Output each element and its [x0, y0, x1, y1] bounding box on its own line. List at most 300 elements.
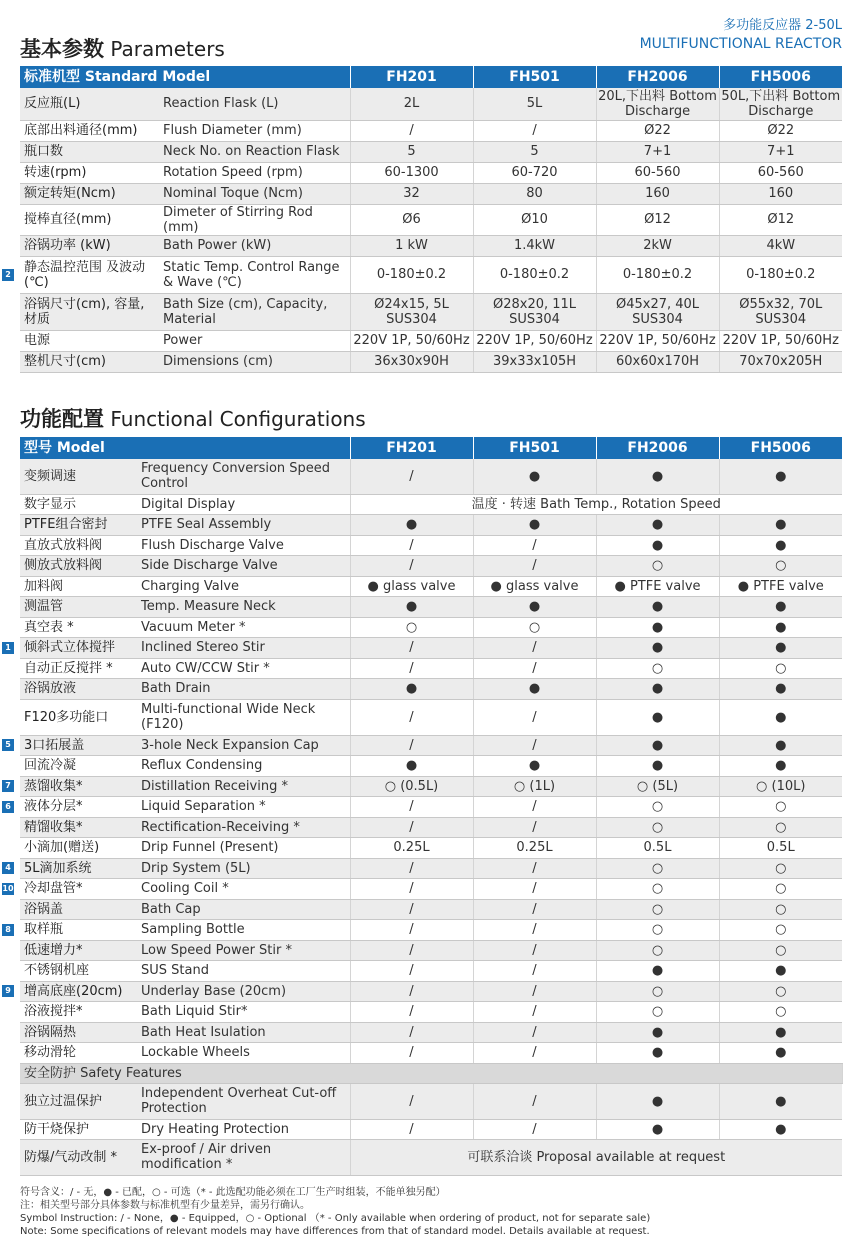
figure-ref-badge: 5	[2, 739, 14, 751]
cell-value: /	[473, 1119, 596, 1139]
cell-value: /	[473, 919, 596, 940]
table-row	[20, 514, 842, 535]
cell-value: 20L,下出料 Bottom Discharge	[596, 88, 719, 120]
cell-value: 2L	[350, 88, 473, 120]
cell-value: 160	[596, 183, 719, 204]
cell-value: 60-720	[473, 162, 596, 183]
footnote-line: Symbol Instruction: / - None，● - Equipped，○ - Optional （* - Only available when ordering of product, not for separate sale)	[20, 1213, 651, 1224]
row-label-en: Vacuum Meter *	[138, 617, 350, 637]
table-row	[20, 1083, 842, 1119]
table-row	[20, 617, 842, 637]
row-label-cn: 防干烧保护	[20, 1119, 138, 1139]
cell-value: Ø22	[596, 120, 719, 141]
row-label-cn: F120多功能口	[20, 699, 138, 735]
cell-value: /	[473, 899, 596, 919]
optional-ring-icon: ○	[596, 919, 719, 940]
row-label-en: Dimeter of Stirring Rod (mm)	[160, 204, 350, 235]
row-label-cn: 侧放式放料阀	[20, 555, 138, 576]
table-row	[20, 699, 842, 735]
row-label-cn: 数字显示	[20, 494, 138, 514]
row-label-en: SUS Stand	[138, 960, 350, 981]
table-row	[20, 817, 842, 837]
header-row	[20, 437, 842, 459]
table-row	[20, 837, 842, 858]
cell-value: /	[473, 555, 596, 576]
row-label-cn: 变频调速	[20, 459, 138, 494]
row-label-en: Reflux Condensing	[138, 755, 350, 776]
equipped-dot-icon: ●	[719, 617, 842, 637]
cell-value: /	[473, 1001, 596, 1022]
cell-value: /	[473, 658, 596, 678]
equipped-dot-icon: ●	[596, 1083, 719, 1119]
table-row	[20, 1001, 842, 1022]
figure-ref-badge: 8	[2, 924, 14, 936]
row-label-en: Multi-functional Wide Neck (F120)	[138, 699, 350, 735]
cell-value: /	[350, 919, 473, 940]
optional-ring-icon: ○	[719, 555, 842, 576]
cell-value: /	[350, 878, 473, 899]
equipped-dot-icon: ●	[596, 1022, 719, 1042]
equipped-dot-icon: ●	[473, 755, 596, 776]
equipped-dot-icon: ●	[596, 699, 719, 735]
cell-value: /	[350, 555, 473, 576]
optional-ring-icon: ○	[719, 899, 842, 919]
cell-value: Ø22	[719, 120, 842, 141]
cell-value: /	[350, 1001, 473, 1022]
table-row	[20, 981, 842, 1001]
row-label-cn: 转速(rpm)	[20, 162, 160, 183]
optional-ring-icon: ○	[473, 617, 596, 637]
footnote-line: Note: Some specifications of relevant models may have differences from that of standard model. Details available at request.	[20, 1226, 650, 1237]
cell-value: /	[350, 1119, 473, 1139]
cell-value: /	[473, 981, 596, 1001]
row-label-cn: 精馏收集*	[20, 817, 138, 837]
row-label-cn: 底部出料通径(mm)	[20, 120, 160, 141]
cell-value: Ø12	[596, 204, 719, 235]
optional-ring-icon: ○	[596, 858, 719, 878]
equipped-dot-icon: ●	[719, 1119, 842, 1139]
equipped-dot-icon: ●	[719, 1083, 842, 1119]
row-label-en: Temp. Measure Neck	[138, 596, 350, 617]
row-label-cn: 液体分层*	[20, 796, 138, 817]
table-row	[20, 1042, 842, 1063]
cell-value: /	[350, 899, 473, 919]
cell-value: /	[473, 858, 596, 878]
table-row	[20, 351, 842, 372]
optional-ring-icon: ○	[719, 940, 842, 960]
row-label-en: Distillation Receiving *	[138, 776, 350, 796]
cell-value: ○ (0.5L)	[350, 776, 473, 796]
row-label-en: Bath Heat Isulation	[138, 1022, 350, 1042]
table-row	[20, 235, 842, 256]
row-label-en: Dimensions (cm)	[160, 351, 350, 372]
row-label-en: Power	[160, 330, 350, 351]
optional-ring-icon: ○	[719, 858, 842, 878]
row-label-cn: 测温管	[20, 596, 138, 617]
cell-value: /	[473, 1022, 596, 1042]
cell-value: /	[350, 735, 473, 755]
row-label-en: Drip Funnel (Present)	[138, 837, 350, 858]
optional-ring-icon: ○	[719, 796, 842, 817]
row-label-cn: 5L滴加系统	[20, 858, 138, 878]
row-label-cn: 蒸馏收集*	[20, 776, 138, 796]
table-row	[20, 330, 842, 351]
row-label-cn: 冷却盘管*	[20, 878, 138, 899]
header-model-label: 标准机型 Standard Model	[20, 66, 350, 88]
footnote-line: 注：相关型号部分具体参数与标准机型有少量差异，需另行确认。	[20, 1200, 310, 1211]
cell-value: /	[473, 1042, 596, 1063]
table-row	[20, 120, 842, 141]
cell-value: Ø12	[719, 204, 842, 235]
cell-value: 1.4kW	[473, 235, 596, 256]
equipped-dot-icon: ●	[473, 459, 596, 494]
row-label-cn: 瓶口数	[20, 141, 160, 162]
cell-value: /	[350, 960, 473, 981]
optional-ring-icon: ○	[596, 899, 719, 919]
equipped-dot-icon: ●	[473, 678, 596, 699]
cell-value: /	[350, 459, 473, 494]
equipped-dot-icon: ●	[719, 637, 842, 658]
table-row	[20, 596, 842, 617]
row-label-en: Liquid Separation *	[138, 796, 350, 817]
table-row	[20, 256, 842, 293]
cell-value: /	[350, 1042, 473, 1063]
optional-ring-icon: ○	[719, 658, 842, 678]
cell-value: /	[350, 981, 473, 1001]
cell-value: /	[350, 817, 473, 837]
cell-value: ○ (1L)	[473, 776, 596, 796]
header-model-fh501: FH501	[473, 437, 596, 459]
row-label-cn: 3口拓展盖	[20, 735, 138, 755]
row-label-en: Frequency Conversion Speed Control	[138, 459, 350, 494]
cell-value: 220V 1P, 50/60Hz	[473, 330, 596, 351]
optional-ring-icon: ○	[719, 817, 842, 837]
row-label-en: Charging Valve	[138, 576, 350, 596]
optional-ring-icon: ○	[719, 1001, 842, 1022]
table-row	[20, 940, 842, 960]
figure-ref-badge: 10	[2, 883, 14, 893]
row-label-cn: 整机尺寸(cm)	[20, 351, 160, 372]
cell-value: /	[350, 1022, 473, 1042]
equipped-dot-icon: ●	[719, 459, 842, 494]
equipped-dot-icon: ●	[596, 960, 719, 981]
optional-ring-icon: ○	[596, 796, 719, 817]
cell-value: 220V 1P, 50/60Hz	[719, 330, 842, 351]
equipped-dot-icon: ●	[350, 514, 473, 535]
table-row	[20, 678, 842, 699]
equipped-dot-icon: ●	[350, 596, 473, 617]
optional-ring-icon: ○	[596, 658, 719, 678]
cell-value: 80	[473, 183, 596, 204]
optional-ring-icon: ○	[719, 878, 842, 899]
table-row	[20, 183, 842, 204]
cell-value: /	[473, 120, 596, 141]
cell-value: 0.5L	[596, 837, 719, 858]
optional-ring-icon: ○	[350, 617, 473, 637]
row-label-cn: 低速增力*	[20, 940, 138, 960]
header-row	[20, 66, 842, 88]
cell-value: /	[350, 796, 473, 817]
cell-value: /	[350, 658, 473, 678]
cell-value: /	[350, 940, 473, 960]
row-label-cn: 额定转矩(Ncm)	[20, 183, 160, 204]
cell-value: 220V 1P, 50/60Hz	[596, 330, 719, 351]
cell-value: 60-560	[719, 162, 842, 183]
row-label-cn: 不锈钢机座	[20, 960, 138, 981]
equipped-dot-icon: ●	[596, 678, 719, 699]
header-model-label: 型号 Model	[20, 437, 350, 459]
header-title-en: MULTIFUNCTIONAL REACTOR	[639, 36, 842, 52]
figure-ref-badge: 4	[2, 862, 14, 874]
row-label-en: Bath Drain	[138, 678, 350, 699]
params-title-en: Parameters	[110, 37, 225, 61]
row-label-cn: PTFE组合密封	[20, 514, 138, 535]
params-title	[20, 33, 225, 63]
cell-value: /	[350, 1083, 473, 1119]
row-label-cn: 浴锅放液	[20, 678, 138, 699]
table-row	[20, 899, 842, 919]
cell-value: /	[473, 535, 596, 555]
row-label-en: Drip System (5L)	[138, 858, 350, 878]
cell-value: 70x70x205H	[719, 351, 842, 372]
cell-value: 0-180±0.2	[473, 256, 596, 293]
row-label-cn: 电源	[20, 330, 160, 351]
cell-value: /	[473, 637, 596, 658]
equipped-dot-icon: ●	[719, 699, 842, 735]
table-row	[20, 776, 842, 796]
row-label-cn: 浴锅尺寸(cm), 容量, 材质	[20, 293, 160, 330]
row-label-en: Inclined Stereo Stir	[138, 637, 350, 658]
cell-value: 0.5L	[719, 837, 842, 858]
row-label-en: Underlay Base (20cm)	[138, 981, 350, 1001]
table-row	[20, 293, 842, 330]
cell-value: 39x33x105H	[473, 351, 596, 372]
table-row	[20, 535, 842, 555]
cell-value: 4kW	[719, 235, 842, 256]
table-row	[20, 141, 842, 162]
params-title-cn: 基本参数	[20, 37, 104, 61]
cell-value: ● PTFE valve	[596, 576, 719, 596]
optional-ring-icon: ○	[596, 878, 719, 899]
row-label-cn: 浴锅隔热	[20, 1022, 138, 1042]
row-label-cn: 浴锅功率 (kW)	[20, 235, 160, 256]
row-label-cn: 增高底座(20cm)	[20, 981, 138, 1001]
table-row	[20, 1139, 842, 1175]
cell-value: 0-180±0.2	[719, 256, 842, 293]
cell-value: 0.25L	[350, 837, 473, 858]
row-label-en: Rectification-Receiving *	[138, 817, 350, 837]
figure-ref-badge: 1	[2, 642, 14, 654]
cell-value: Ø24x15, 5L SUS304	[350, 293, 473, 330]
row-label-cn: 倾斜式立体搅拌	[20, 637, 138, 658]
table-row	[20, 960, 842, 981]
row-label-cn: 加料阀	[20, 576, 138, 596]
header-model-fh5006: FH5006	[719, 66, 842, 88]
figure-ref-badge: 2	[2, 269, 14, 281]
config-title-cn: 功能配置	[20, 407, 104, 431]
cell-value: /	[350, 858, 473, 878]
table-row	[20, 637, 842, 658]
row-label-en: Rotation Speed (rpm)	[160, 162, 350, 183]
equipped-dot-icon: ●	[596, 459, 719, 494]
table-row	[20, 204, 842, 235]
cell-value: ● glass valve	[350, 576, 473, 596]
row-label-en: Sampling Bottle	[138, 919, 350, 940]
header-title-cn: 多功能反应器 2-50L	[723, 18, 842, 33]
cell-value: Ø55x32, 70L SUS304	[719, 293, 842, 330]
equipped-dot-icon: ●	[596, 755, 719, 776]
header-model-fh501: FH501	[473, 66, 596, 88]
row-label-en: Low Speed Power Stir *	[138, 940, 350, 960]
section-row	[20, 1063, 842, 1083]
row-label-cn: 防爆/气动改制 *	[20, 1139, 138, 1175]
cell-value: /	[350, 120, 473, 141]
config-title-en: Functional Configurations	[110, 407, 366, 431]
cell-value: 160	[719, 183, 842, 204]
header-model-fh2006: FH2006	[596, 437, 719, 459]
header-model-fh2006: FH2006	[596, 66, 719, 88]
figure-ref-badge: 7	[2, 780, 14, 792]
equipped-dot-icon: ●	[719, 735, 842, 755]
row-label-en: Reaction Flask (L)	[160, 88, 350, 120]
optional-ring-icon: ○	[596, 981, 719, 1001]
cell-value: 36x30x90H	[350, 351, 473, 372]
configurations-table	[20, 437, 843, 1176]
row-label-cn: 移动滑轮	[20, 1042, 138, 1063]
table-row	[20, 459, 842, 494]
cell-value: 5	[350, 141, 473, 162]
optional-ring-icon: ○	[596, 940, 719, 960]
row-label-en: Bath Power (kW)	[160, 235, 350, 256]
cell-value: /	[473, 796, 596, 817]
equipped-dot-icon: ●	[719, 596, 842, 617]
optional-ring-icon: ○	[596, 817, 719, 837]
row-label-cn: 搅棒直径(mm)	[20, 204, 160, 235]
table-row	[20, 576, 842, 596]
cell-value: 7+1	[719, 141, 842, 162]
cell-value: 60-1300	[350, 162, 473, 183]
row-value-span: 温度 · 转速 Bath Temp., Rotation Speed	[350, 494, 842, 514]
optional-ring-icon: ○	[719, 919, 842, 940]
cell-value: 60-560	[596, 162, 719, 183]
row-label-cn: 独立过温保护	[20, 1083, 138, 1119]
cell-value: Ø6	[350, 204, 473, 235]
row-label-en: Auto CW/CCW Stir *	[138, 658, 350, 678]
table-row	[20, 878, 842, 899]
equipped-dot-icon: ●	[719, 514, 842, 535]
table-row	[20, 919, 842, 940]
equipped-dot-icon: ●	[719, 1022, 842, 1042]
equipped-dot-icon: ●	[719, 1042, 842, 1063]
cell-value: /	[473, 960, 596, 981]
header-model-fh5006: FH5006	[719, 437, 842, 459]
row-label-en: Neck No. on Reaction Flask	[160, 141, 350, 162]
row-label-cn: 浴液搅拌*	[20, 1001, 138, 1022]
cell-value: /	[473, 817, 596, 837]
row-label-en: Independent Overheat Cut-off Protection	[138, 1083, 350, 1119]
cell-value: /	[473, 735, 596, 755]
equipped-dot-icon: ●	[596, 637, 719, 658]
equipped-dot-icon: ●	[350, 755, 473, 776]
equipped-dot-icon: ●	[596, 1119, 719, 1139]
cell-value: 1 kW	[350, 235, 473, 256]
row-label-cn: 回流冷凝	[20, 755, 138, 776]
cell-value: 0-180±0.2	[596, 256, 719, 293]
cell-value: 0.25L	[473, 837, 596, 858]
row-label-en: Ex-proof / Air driven modification *	[138, 1139, 350, 1175]
equipped-dot-icon: ●	[596, 535, 719, 555]
cell-value: 5	[473, 141, 596, 162]
equipped-dot-icon: ●	[473, 596, 596, 617]
equipped-dot-icon: ●	[596, 1042, 719, 1063]
row-label-en: Digital Display	[138, 494, 350, 514]
cell-value: ● PTFE valve	[719, 576, 842, 596]
cell-value: /	[473, 699, 596, 735]
cell-value: /	[350, 535, 473, 555]
row-label-cn: 浴锅盖	[20, 899, 138, 919]
header-model-fh201: FH201	[350, 66, 473, 88]
header-model-fh201: FH201	[350, 437, 473, 459]
figure-ref-badge: 9	[2, 985, 14, 997]
table-row	[20, 796, 842, 817]
cell-value: 32	[350, 183, 473, 204]
equipped-dot-icon: ●	[596, 514, 719, 535]
parameters-table	[20, 66, 842, 373]
header-block	[640, 14, 842, 52]
table-row	[20, 88, 842, 120]
row-label-en: 3-hole Neck Expansion Cap	[138, 735, 350, 755]
row-label-cn: 静态温控范围 及波动(℃)	[20, 256, 160, 293]
section-label: 安全防护 Safety Features	[20, 1063, 842, 1083]
row-label-en: Static Temp. Control Range & Wave (℃)	[160, 256, 350, 293]
optional-ring-icon: ○	[596, 1001, 719, 1022]
equipped-dot-icon: ●	[719, 755, 842, 776]
row-label-cn: 取样瓶	[20, 919, 138, 940]
equipped-dot-icon: ●	[596, 617, 719, 637]
row-label-en: Flush Diameter (mm)	[160, 120, 350, 141]
table-row	[20, 1022, 842, 1042]
cell-value: 220V 1P, 50/60Hz	[350, 330, 473, 351]
cell-value: 2kW	[596, 235, 719, 256]
row-label-en: Side Discharge Valve	[138, 555, 350, 576]
cell-value: /	[473, 940, 596, 960]
table-row	[20, 162, 842, 183]
row-label-en: Bath Cap	[138, 899, 350, 919]
table-row	[20, 494, 842, 514]
cell-value: ○ (5L)	[596, 776, 719, 796]
cell-value: /	[350, 637, 473, 658]
equipped-dot-icon: ●	[596, 596, 719, 617]
cell-value: /	[473, 878, 596, 899]
equipped-dot-icon: ●	[719, 678, 842, 699]
equipped-dot-icon: ●	[719, 535, 842, 555]
row-label-en: Flush Discharge Valve	[138, 535, 350, 555]
cell-value: ○ (10L)	[719, 776, 842, 796]
equipped-dot-icon: ●	[596, 735, 719, 755]
figure-ref-badge: 6	[2, 801, 14, 813]
row-label-cn: 直放式放料阀	[20, 535, 138, 555]
footnote-line: 符号含义：/ - 无，● - 已配，○ - 可选（* - 此选配功能必须在工厂生产时组装，不能单独另配）	[20, 1187, 446, 1198]
row-label-cn: 真空表 *	[20, 617, 138, 637]
table-row	[20, 1119, 842, 1139]
cell-value: 50L,下出料 Bottom Discharge	[719, 88, 842, 120]
cell-value: 0-180±0.2	[350, 256, 473, 293]
optional-ring-icon: ○	[596, 555, 719, 576]
row-label-en: Bath Size (cm), Capacity, Material	[160, 293, 350, 330]
row-label-en: Lockable Wheels	[138, 1042, 350, 1063]
row-label-cn: 小滴加(赠送)	[20, 837, 138, 858]
row-label-en: Dry Heating Protection	[138, 1119, 350, 1139]
